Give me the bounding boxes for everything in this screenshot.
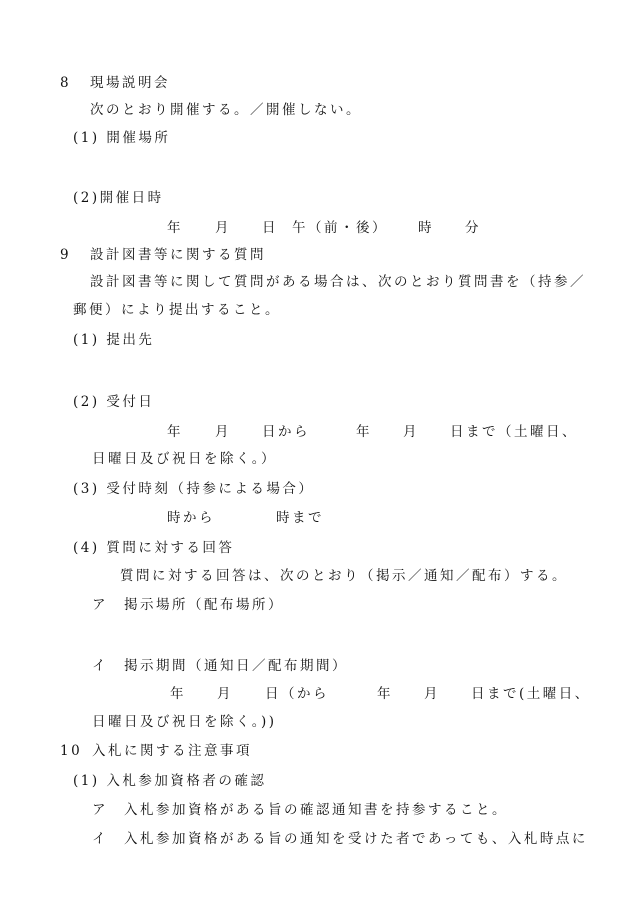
date-range-line: [0, 683, 591, 705]
section-8-heading: [0, 72, 170, 94]
item-text: ア 入札参加資格がある旨の確認通知書を持参すること。: [92, 802, 508, 818]
minute-label: 分: [465, 220, 481, 236]
month-label: 月: [403, 424, 419, 440]
month-label: 月: [217, 686, 233, 702]
time-from-label: 時から: [167, 510, 215, 526]
list-item: [0, 478, 315, 500]
list-item: [0, 770, 267, 792]
year-label: 年: [167, 424, 183, 440]
date-range-line: [0, 421, 578, 443]
section-title: 入札に関する注意事項: [92, 743, 252, 759]
day-label: 日: [262, 220, 278, 236]
item-text: ア 掲示場所（配布場所）: [92, 597, 284, 613]
day-label: 日まで(土曜日、: [471, 686, 591, 702]
year-label: 年: [170, 686, 186, 702]
sub-item: [0, 655, 348, 677]
section-10-heading: [0, 740, 252, 762]
paragraph-text: 質問に対する回答は、次のとおり（掲示／通知／配布）する。: [120, 568, 568, 584]
day-label: 日まで（土曜日、: [450, 424, 578, 440]
item-text: (1) 提出先: [73, 332, 155, 348]
year-label: 年: [356, 424, 372, 440]
paragraph: [0, 299, 281, 321]
item-text: イ 入札参加資格がある旨の通知を受けた者であっても、入札時点に: [92, 831, 588, 847]
paragraph-text: 日曜日及び祝日を除く。）: [92, 451, 277, 467]
paragraph: [0, 565, 568, 587]
paragraph: [0, 271, 586, 293]
list-item: [0, 187, 164, 209]
paragraph: [0, 99, 362, 121]
time-to-label: 時まで: [276, 510, 324, 526]
month-label: 月: [424, 686, 440, 702]
section-number: 10: [60, 743, 83, 759]
paragraph-text: 日曜日及び祝日を除く。)): [92, 714, 277, 730]
month-label: 月: [215, 424, 231, 440]
paragraph: [0, 711, 277, 733]
ampm-label: 午（前・後）: [292, 220, 388, 236]
year-label: 年: [167, 220, 183, 236]
section-9-heading: [0, 244, 266, 266]
list-item: [0, 537, 235, 559]
item-text: (2) 受付日: [73, 394, 155, 410]
item-text: (1) 入札参加資格者の確認: [73, 773, 267, 789]
item-text: (4) 質問に対する回答: [73, 540, 235, 556]
list-item: [0, 329, 155, 351]
section-number: 8: [60, 75, 72, 91]
paragraph-text: 次のとおり開催する。／開催しない。: [90, 102, 362, 118]
item-text: (3) 受付時刻（持参による場合）: [73, 481, 315, 497]
month-label: 月: [215, 220, 231, 236]
item-text: (1) 開催場所: [73, 130, 171, 146]
item-text: (2)開催日時: [73, 190, 164, 206]
year-label: 年: [377, 686, 393, 702]
section-title: 現場説明会: [90, 75, 170, 91]
paragraph-text: 郵便）により提出すること。: [73, 302, 281, 318]
section-number: 9: [60, 247, 72, 263]
paragraph-text: 設計図書等に関して質問がある場合は、次のとおり質問書を（持参／: [90, 274, 586, 290]
sub-item: [0, 828, 588, 850]
date-entry-line: [0, 217, 481, 239]
section-title: 設計図書等に関する質問: [90, 247, 266, 263]
time-range-line: [0, 507, 324, 529]
day-label: 日（から: [265, 686, 329, 702]
sub-item: [0, 799, 508, 821]
paragraph: [0, 448, 277, 470]
list-item: [0, 127, 171, 149]
hour-label: 時: [418, 220, 434, 236]
item-text: イ 掲示期間（通知日／配布期間）: [92, 658, 348, 674]
sub-item: [0, 594, 284, 616]
day-label: 日から: [262, 424, 310, 440]
list-item: [0, 391, 155, 413]
